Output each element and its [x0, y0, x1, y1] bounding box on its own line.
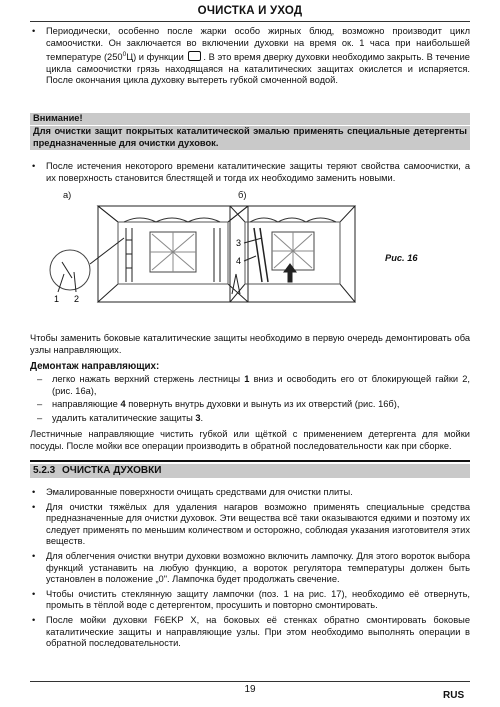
catalytic-bullet: [30, 161, 470, 187]
warning-title: Внимание!: [33, 113, 83, 123]
bullet-text: Периодически, особенно после жарки особо жирных блюд, возможно производит цикл самоочистки. Он заключается во включении духовки на время ок. 1 часа при наибольшей температуре (250: [46, 26, 470, 63]
step-text: легко нажать верхний стержень лестницы: [52, 374, 245, 384]
warning-text: Для очистки защит покрытых каталитической эмалью применять специальные детергенты предназначенные для очистки духовок.: [30, 126, 470, 150]
page-header: ОЧИСТКА И УХОД: [197, 5, 303, 17]
callout-4-leader: [244, 256, 256, 261]
figure-caption: Рис. 16: [385, 253, 418, 263]
bullet-text: Ц) и функции: [126, 52, 184, 63]
header-rule: [30, 21, 470, 22]
list-item: [30, 26, 470, 87]
step-text: удалить каталитические защиты: [52, 412, 196, 423]
list-item: [30, 399, 470, 411]
dismount-title: Демонтаж направляющих:: [30, 361, 160, 372]
replace-paragraph: Чтобы заменить боковые каталитические защиты необходимо в первую очередь демонтировать оба узлы направляющих.: [30, 333, 470, 355]
warning-title-bar: [30, 113, 470, 125]
degree-sup: 0: [122, 51, 127, 59]
list-item: • После истечения некоторого времени каталитические защиты теряют свойства самоочистки, а их поверхность становится блестящей и тогда их необходимо заменить новыми.: [30, 161, 470, 184]
callout-3: 3: [236, 238, 242, 248]
oven-cleaning-bullets: [30, 487, 470, 653]
callout-3-leader: [244, 238, 262, 243]
list-item: • После мойки духовки F6EKP X, на боковых её стенках обратно смонтировать боковые каталитические защиты и направляющие узлы. При этом необходимо выполнять операции в обратной последовательности.: [30, 615, 470, 650]
callout-4: 4: [236, 256, 242, 266]
dismount-steps: [30, 374, 470, 426]
section-number: 5.2.3: [33, 465, 56, 476]
footer-rule: [30, 681, 470, 682]
callout-2: 2: [74, 294, 80, 304]
list-item: • Для очистки тяжёлых для удаления нагаров возможно применять специальные средства предназначенные для очистки духовок. Эти вещества всё таки оказываются едкими и поэтому их следует применять по меньшим количеством и осторожно, соблюдая указания изготовителя этих веществ.: [30, 502, 470, 548]
oven-a-drawing: [50, 206, 248, 302]
section-rule-top: [30, 460, 470, 462]
ladder-paragraph: Лестничные направляющие чистить губкой или щёткой с применением детергента для мойки посуды. После мойки все операции производить в обратной последовательности как при сборке.: [30, 429, 470, 451]
oven-b-drawing: [230, 206, 355, 302]
section-title: ОЧИСТКА ДУХОВКИ: [62, 465, 162, 476]
oven-function-icon: [188, 51, 201, 61]
figure-label-a: а): [63, 190, 72, 200]
step-text: повернуть внутрь духовки и вынуть из их отверстий (рис. 16б),: [125, 399, 400, 410]
top-bullets: [30, 26, 470, 90]
language-badge: RUS: [443, 690, 465, 701]
figure-label-b: б): [238, 190, 247, 200]
page-number: 19: [244, 684, 256, 695]
step-text: направляющие: [52, 399, 121, 410]
list-item: • Для облегчения очистки внутри духовки возможно включить лампочку. Для этого вороток выбора функций устанавить на любую функцию, а вороток регулятора температуры должен быть установлен в положение „0". Лампочка будет продолжать свечение.: [30, 551, 470, 586]
list-item: [30, 413, 470, 425]
step-number: 1: [244, 374, 250, 384]
bullet-text: . В это время дверку духовки необходимо закрыть. В течение цикла самоочистки грязь находящаяся на каталитических защитах окислется и испаряется. После окончания цикла духовку вытереть губкой смоченной водой.: [46, 52, 470, 86]
step-number: 3: [195, 412, 201, 423]
list-item: [30, 374, 470, 397]
list-item: • Чтобы очистить стеклянную защиту лампочки (поз. 1 на рис. 17), необходимо её отвернуть, промыть в тёплой воде с детергентом, просушить и повторно смонтировать.: [30, 589, 470, 612]
section-heading: [30, 464, 470, 478]
step-text: вниз и освободить его от блокирующей гайки 2, (рис. 16а),: [52, 374, 471, 396]
callout-1: 1: [54, 294, 60, 304]
list-item: • Эмалированные поверхности очищать средствами для очистки плиты.: [30, 487, 470, 499]
step-number: 4: [120, 399, 126, 410]
figure-16-illustration: [40, 198, 370, 308]
step-text: .: [200, 412, 204, 423]
